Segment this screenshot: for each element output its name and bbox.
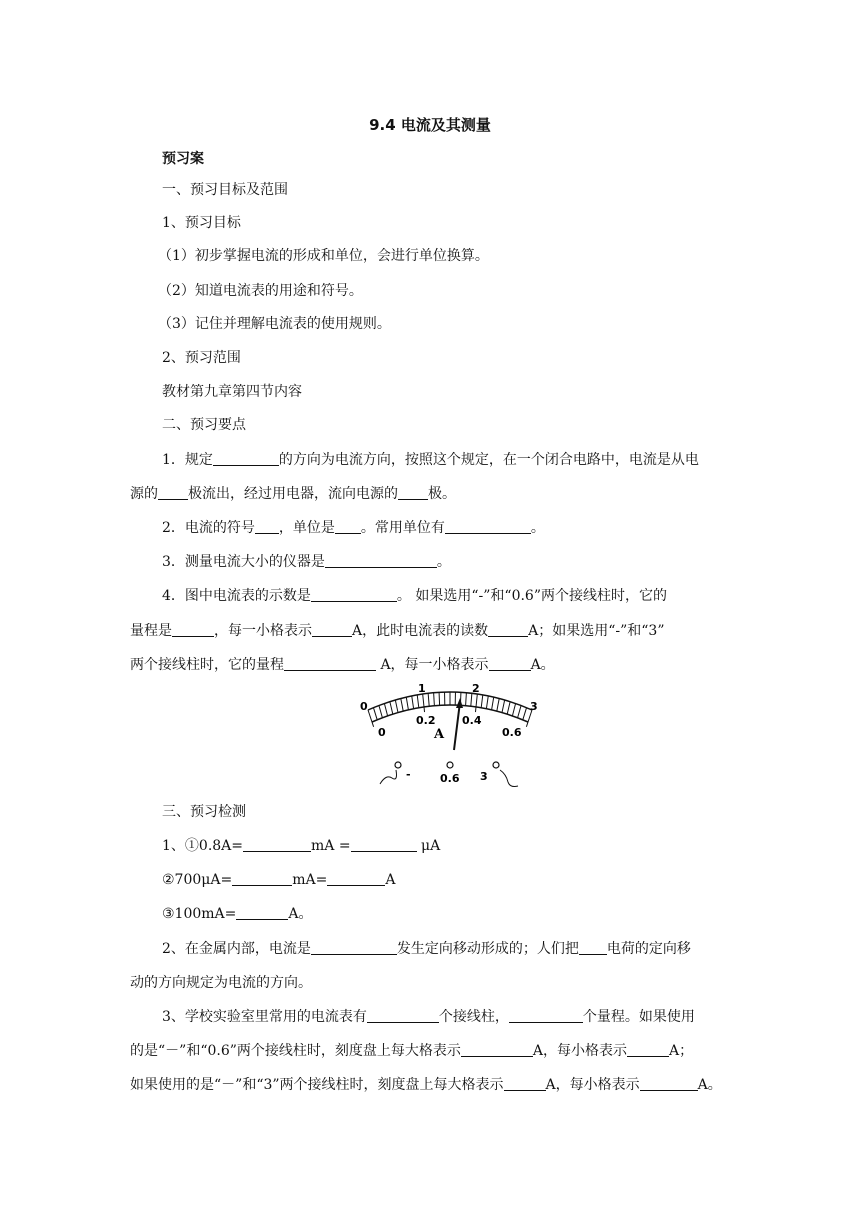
scale-tick bbox=[395, 700, 398, 713]
scope-text: 教材第九章第四节内容 bbox=[162, 384, 302, 400]
meter-scale bbox=[368, 692, 532, 727]
answer-blank[interactable] bbox=[461, 1042, 533, 1057]
point-4-line-2 bbox=[130, 622, 665, 640]
inner-label-0-2: 0.2 bbox=[416, 714, 436, 727]
scale-tick bbox=[475, 694, 477, 712]
question-1-line-1 bbox=[162, 837, 440, 855]
scale-tick bbox=[523, 708, 527, 720]
goal-3: （3）记住并理解电流表的使用规则。 bbox=[158, 316, 391, 332]
q1-text-c: μA bbox=[416, 838, 441, 854]
page-title: 9.4 电流及其测量 bbox=[369, 116, 491, 134]
subheading-goals: 1、预习目标 bbox=[162, 215, 241, 231]
point-4-text-c: 量程是 bbox=[130, 623, 172, 639]
answer-blank[interactable] bbox=[504, 1076, 546, 1091]
scale-tick bbox=[368, 710, 374, 727]
section-label: 预习案 bbox=[162, 151, 204, 167]
svg-text:0.6: 0.6 bbox=[440, 772, 460, 785]
question-3-line-2 bbox=[130, 1042, 693, 1060]
q3-text-h: A，每小格表示 bbox=[545, 1077, 640, 1093]
scale-tick bbox=[518, 706, 521, 718]
q2-text-a: 2、在金属内部，电流是 bbox=[162, 941, 311, 957]
scale-tick bbox=[502, 700, 505, 713]
q3-text-f: A； bbox=[669, 1043, 694, 1059]
point-4-line-3 bbox=[130, 656, 555, 674]
answer-blank[interactable] bbox=[284, 656, 376, 671]
needle-tip bbox=[456, 698, 463, 708]
point-2-text-a: 2．电流的符号 bbox=[162, 520, 255, 536]
point-4-text-a: 4．图中电流表的示数是 bbox=[162, 588, 311, 604]
question-3-line-3 bbox=[130, 1076, 722, 1094]
scale-tick bbox=[379, 706, 382, 718]
svg-text:-: - bbox=[406, 768, 411, 781]
point-4-text-h: A，每一小格表示 bbox=[376, 657, 489, 673]
q1-text-g: ③100mA= bbox=[162, 906, 237, 922]
outer-label-3: 3 bbox=[530, 700, 538, 713]
answer-blank[interactable] bbox=[236, 905, 288, 920]
scale-tick bbox=[492, 697, 494, 710]
point-3-text-a: 3．测量电流大小的仪器是 bbox=[162, 554, 325, 570]
scale-tick bbox=[434, 693, 435, 706]
q3-text-c: 个量程。如果使用 bbox=[582, 1009, 695, 1025]
q3-text-g: 如果使用的是“－”和“3”两个接线柱时，刻度盘上每大格表示 bbox=[130, 1077, 504, 1093]
q1-text-e: mA= bbox=[292, 872, 328, 888]
q1-text-h: A。 bbox=[288, 906, 313, 922]
answer-blank[interactable] bbox=[398, 485, 428, 500]
point-4-text-b: 。 如果选用“-”和“0.6”两个接线柱时，它的 bbox=[396, 588, 667, 604]
goal-2: （2）知道电流表的用途和符号。 bbox=[158, 283, 363, 299]
unit-label: A bbox=[434, 727, 445, 742]
point-4-text-g: 两个接线柱时，它的量程 bbox=[130, 657, 284, 673]
point-1-text-d: 极流出，经过用电器，流向电源的 bbox=[188, 486, 398, 502]
scale-tick bbox=[417, 695, 419, 708]
meter-needle bbox=[454, 702, 460, 750]
q3-text-d: 的是“－”和“0.6”两个接线柱时，刻度盘上每大格表示 bbox=[130, 1043, 461, 1059]
svg-text:3: 3 bbox=[480, 770, 488, 783]
answer-blank[interactable] bbox=[311, 940, 397, 955]
question-2-line-1 bbox=[162, 940, 691, 958]
scale-tick bbox=[507, 702, 510, 714]
point-1-text-a: 1．规定 bbox=[162, 452, 213, 468]
point-1-text-e: 极。 bbox=[428, 486, 456, 502]
terminal-minus bbox=[380, 762, 411, 784]
answer-blank[interactable] bbox=[579, 940, 607, 955]
q1-text-f: A bbox=[385, 872, 396, 888]
scale-tick bbox=[481, 695, 483, 708]
q2-text-b: 发生定向移动形成的；人们把 bbox=[396, 941, 579, 957]
answer-blank[interactable] bbox=[627, 1042, 669, 1057]
point-4-text-e: A，此时电流表的读数 bbox=[352, 623, 489, 639]
scale-tick bbox=[497, 698, 499, 711]
scale-tick bbox=[486, 696, 488, 709]
scale-tick bbox=[471, 693, 472, 706]
subheading-scope: 2、预习范围 bbox=[162, 350, 241, 366]
point-2-text-d: 。 bbox=[530, 520, 545, 536]
scale-tick bbox=[466, 693, 467, 706]
scale-tick bbox=[512, 704, 515, 716]
inner-label-0-6: 0.6 bbox=[502, 726, 522, 739]
q3-text-i: A。 bbox=[697, 1077, 722, 1093]
answer-blank[interactable] bbox=[213, 451, 279, 466]
answer-blank[interactable] bbox=[367, 1008, 439, 1023]
point-1-line-1 bbox=[162, 451, 699, 469]
scale-tick bbox=[406, 697, 408, 710]
ammeter-diagram bbox=[350, 682, 550, 794]
q3-text-a: 3、学校实验室里常用的电流表有 bbox=[162, 1009, 367, 1025]
question-3-line-1 bbox=[162, 1008, 695, 1026]
inner-label-0-4: 0.4 bbox=[462, 714, 482, 727]
answer-blank[interactable] bbox=[255, 519, 279, 534]
scale-tick bbox=[439, 692, 440, 705]
answer-blank[interactable] bbox=[488, 622, 528, 637]
q1-text-b: mA = bbox=[311, 838, 351, 854]
answer-blank[interactable] bbox=[325, 553, 437, 568]
heading-key-points: 二、预习要点 bbox=[162, 417, 246, 433]
point-2-line bbox=[162, 519, 545, 537]
answer-blank[interactable] bbox=[509, 1008, 583, 1023]
answer-blank[interactable] bbox=[311, 587, 397, 602]
answer-blank[interactable] bbox=[351, 837, 417, 852]
q3-text-b: 个接线柱， bbox=[438, 1009, 509, 1025]
q3-text-e: A，每小格表示 bbox=[532, 1043, 628, 1059]
q2-text-c: 电荷的定向移 bbox=[606, 941, 691, 957]
point-2-text-c: 。常用单位有 bbox=[360, 520, 445, 536]
question-2-line-2: 动的方向规定为电流的方向。 bbox=[130, 975, 312, 991]
scale-tick bbox=[384, 704, 387, 716]
point-4-text-d: ，每一小格表示 bbox=[214, 623, 312, 639]
q1-text-d: ②700μA= bbox=[162, 872, 233, 888]
scale-tick bbox=[423, 694, 425, 712]
answer-blank[interactable] bbox=[243, 837, 311, 852]
point-3-line bbox=[162, 553, 451, 571]
heading-preview-goals: 一、预习目标及范围 bbox=[162, 182, 288, 198]
point-1-text-b: 的方向为电流方向，按照这个规定，在一个闭合电路中，电流是从电 bbox=[278, 452, 699, 468]
inner-label-0: 0 bbox=[378, 726, 386, 739]
outer-label-2: 2 bbox=[472, 682, 480, 695]
point-4-text-f: A；如果选用“-”和“3” bbox=[528, 623, 665, 639]
scale-tick bbox=[428, 693, 429, 706]
answer-blank[interactable] bbox=[172, 622, 214, 637]
terminal-0-6 bbox=[440, 762, 460, 785]
point-1-line-2 bbox=[130, 485, 456, 503]
scale-tick bbox=[390, 702, 393, 714]
answer-blank[interactable] bbox=[327, 871, 385, 886]
scale-tick bbox=[401, 698, 403, 711]
question-1-line-3 bbox=[162, 905, 313, 923]
outer-label-0: 0 bbox=[360, 700, 368, 713]
answer-blank[interactable] bbox=[640, 1076, 698, 1091]
scale-tick bbox=[412, 696, 414, 709]
point-4-line-1 bbox=[162, 587, 667, 605]
question-1-line-2 bbox=[162, 871, 395, 889]
point-4-text-i: A。 bbox=[530, 657, 555, 673]
answer-blank[interactable] bbox=[445, 519, 531, 534]
point-2-text-b: ，单位是 bbox=[278, 520, 335, 536]
answer-blank[interactable] bbox=[489, 656, 531, 671]
q1-text-a: 1、①0.8A= bbox=[162, 838, 244, 854]
answer-blank[interactable] bbox=[232, 871, 292, 886]
point-3-text-b: 。 bbox=[436, 554, 451, 570]
terminal-3 bbox=[480, 762, 518, 787]
goal-1: （1）初步掌握电流的形成和单位，会进行单位换算。 bbox=[158, 248, 489, 264]
heading-check: 三、预习检测 bbox=[162, 804, 246, 820]
answer-blank[interactable] bbox=[158, 485, 188, 500]
answer-blank[interactable] bbox=[312, 622, 352, 637]
point-1-text-c: 源的 bbox=[130, 486, 158, 502]
outer-label-1: 1 bbox=[418, 682, 426, 695]
answer-blank[interactable] bbox=[335, 519, 361, 534]
scale-tick bbox=[373, 708, 377, 720]
